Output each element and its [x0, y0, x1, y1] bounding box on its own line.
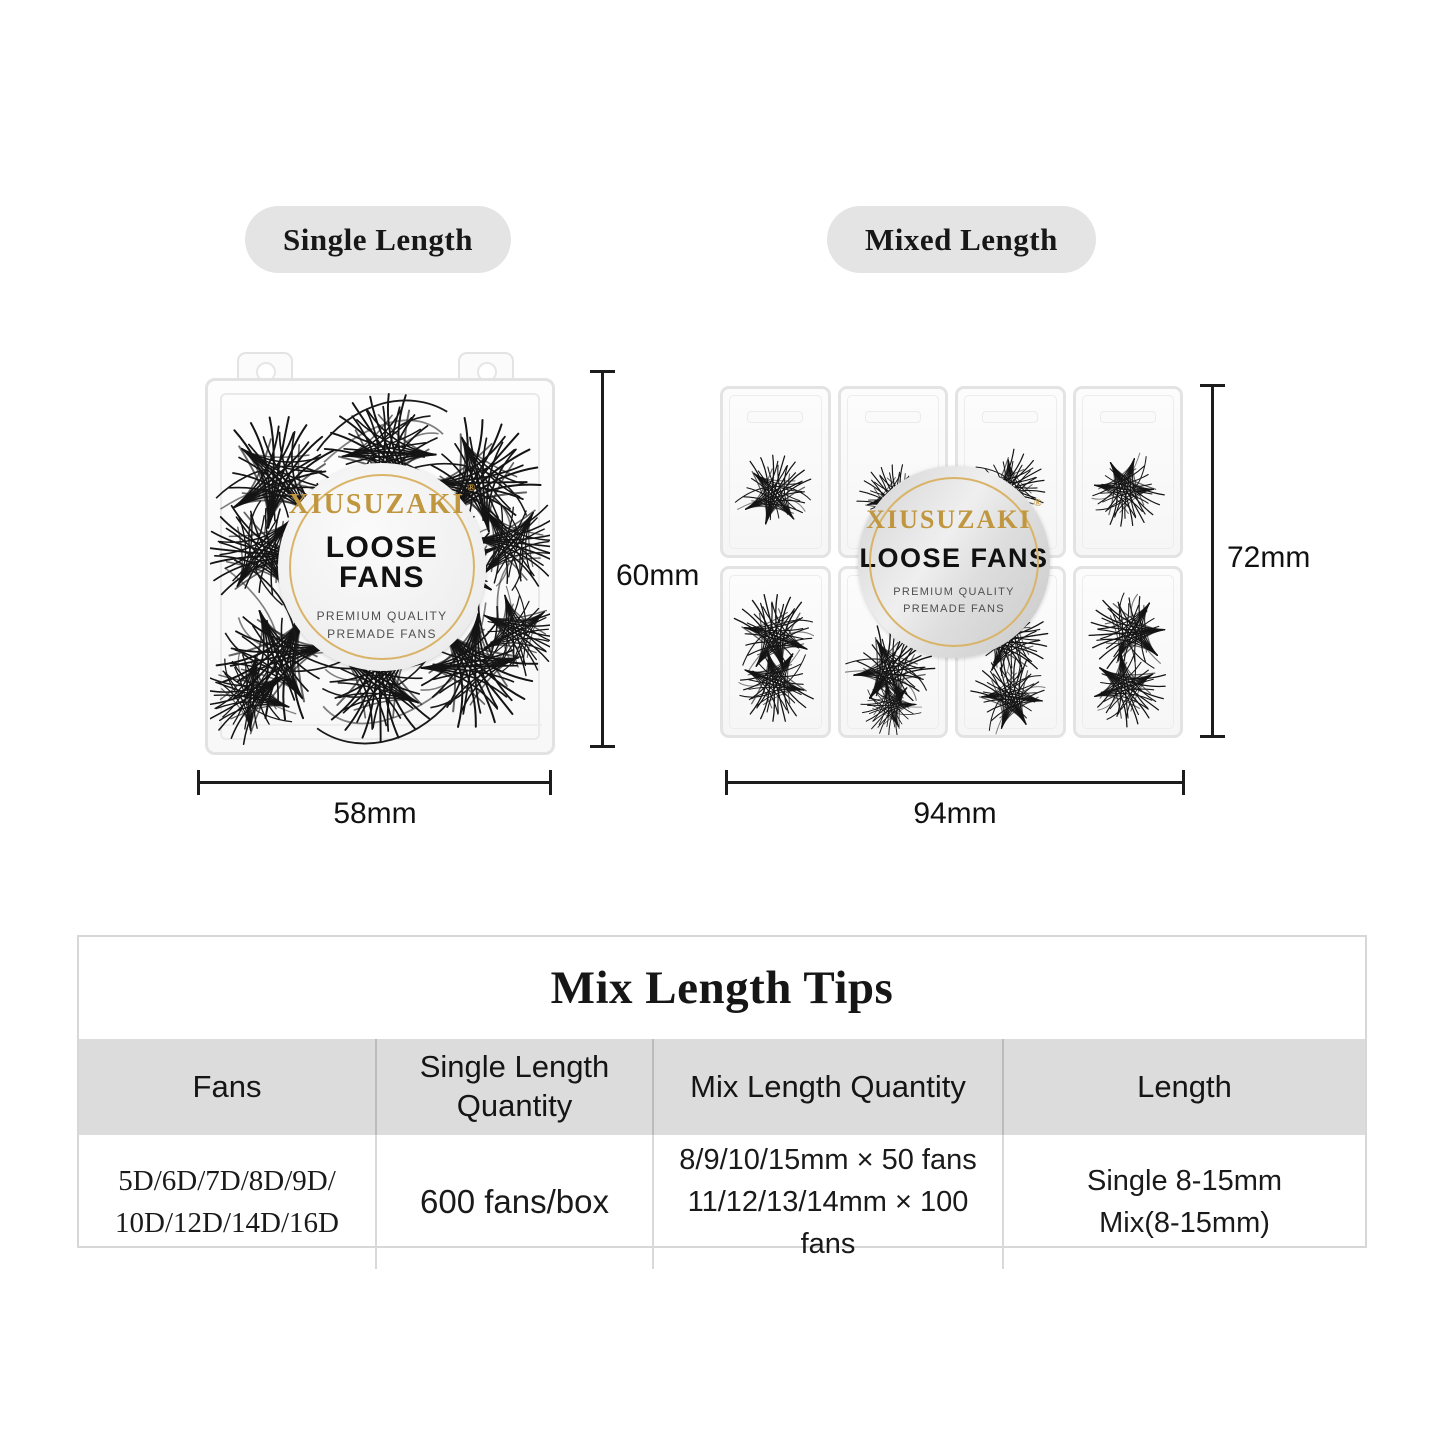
width-dimension-label: 58mm [333, 797, 417, 830]
header-length: Length [1002, 1039, 1365, 1135]
fans-line2: 10D/12D/14D/16D [115, 1207, 339, 1240]
mix-length-tips-table [77, 935, 1367, 1261]
height-dimension-line [1211, 384, 1214, 738]
product-name: LOOSE FANS [325, 531, 439, 594]
table-data-row [79, 1135, 1365, 1261]
header-fans: Fans [192, 1068, 262, 1104]
height-dimension-label: 60mm [616, 559, 700, 592]
lash-fans-graphic [1076, 569, 1182, 735]
length-line1: Single 8-15mm [1086, 1165, 1283, 1198]
brand-name [866, 497, 1044, 534]
width-dimension-line [725, 781, 1185, 784]
tagline-line2: PREMADE FANS [327, 627, 437, 641]
table-header-row [79, 1039, 1365, 1135]
lash-fans-graphic [1076, 389, 1182, 555]
cell-fans [79, 1135, 375, 1269]
length-line2: Mix(8-15mm) [1099, 1207, 1270, 1240]
lash-fans-graphic [723, 389, 829, 555]
table-title: Mix Length Tips [550, 962, 894, 1014]
product-tagline [317, 607, 448, 643]
width-dimension-line [197, 781, 552, 784]
cell-length [1002, 1135, 1365, 1269]
tagline-line1: PREMIUM QUALITY [316, 609, 448, 623]
lash-fans-graphic [723, 569, 829, 735]
product-label [278, 463, 486, 671]
product-name: LOOSE FANS [859, 543, 1049, 573]
product-label [858, 466, 1050, 658]
tagline-line2: PREMADE FANS [903, 602, 1005, 615]
brand-text: XIUSUZAKI [288, 489, 466, 520]
height-dimension-line [601, 370, 604, 748]
cell-mix-length-quantity [652, 1135, 1002, 1269]
lash-compartment [1073, 566, 1184, 738]
cell-single-length-quantity [375, 1135, 652, 1269]
box-hinge-icon [458, 352, 514, 381]
single-length-box [205, 378, 555, 755]
registered-mark: ® [467, 481, 478, 494]
brand-text: XIUSUZAKI [866, 505, 1032, 534]
mix-qty-line1: 8/9/10/15mm × 50 fans [679, 1144, 977, 1176]
registered-mark: ® [1033, 497, 1044, 510]
lash-compartment [720, 566, 831, 738]
height-dimension-label: 72mm [1227, 541, 1311, 574]
header-single-length-quantity: Single Length Quantity [375, 1039, 652, 1135]
brand-name [288, 481, 478, 520]
single-qty-value: 600 fans/box [420, 1183, 609, 1221]
fans-line1: 5D/6D/7D/8D/9D/ [118, 1165, 336, 1198]
tagline-line1: PREMIUM QUALITY [893, 586, 1015, 598]
box-hinge-icon [237, 352, 293, 381]
lash-compartment [1073, 386, 1184, 558]
header-mix-length-quantity: Mix Length Quantity [652, 1039, 1002, 1135]
lash-compartment [720, 386, 831, 558]
mixed-length-box [720, 386, 1183, 738]
mix-qty-line2: 11/12/13/14mm × 100 fans [687, 1186, 969, 1261]
single-length-pill: Single Length [245, 206, 511, 273]
width-dimension-label: 94mm [913, 797, 997, 830]
mixed-length-pill: Mixed Length [827, 206, 1096, 273]
product-tagline [893, 584, 1015, 617]
